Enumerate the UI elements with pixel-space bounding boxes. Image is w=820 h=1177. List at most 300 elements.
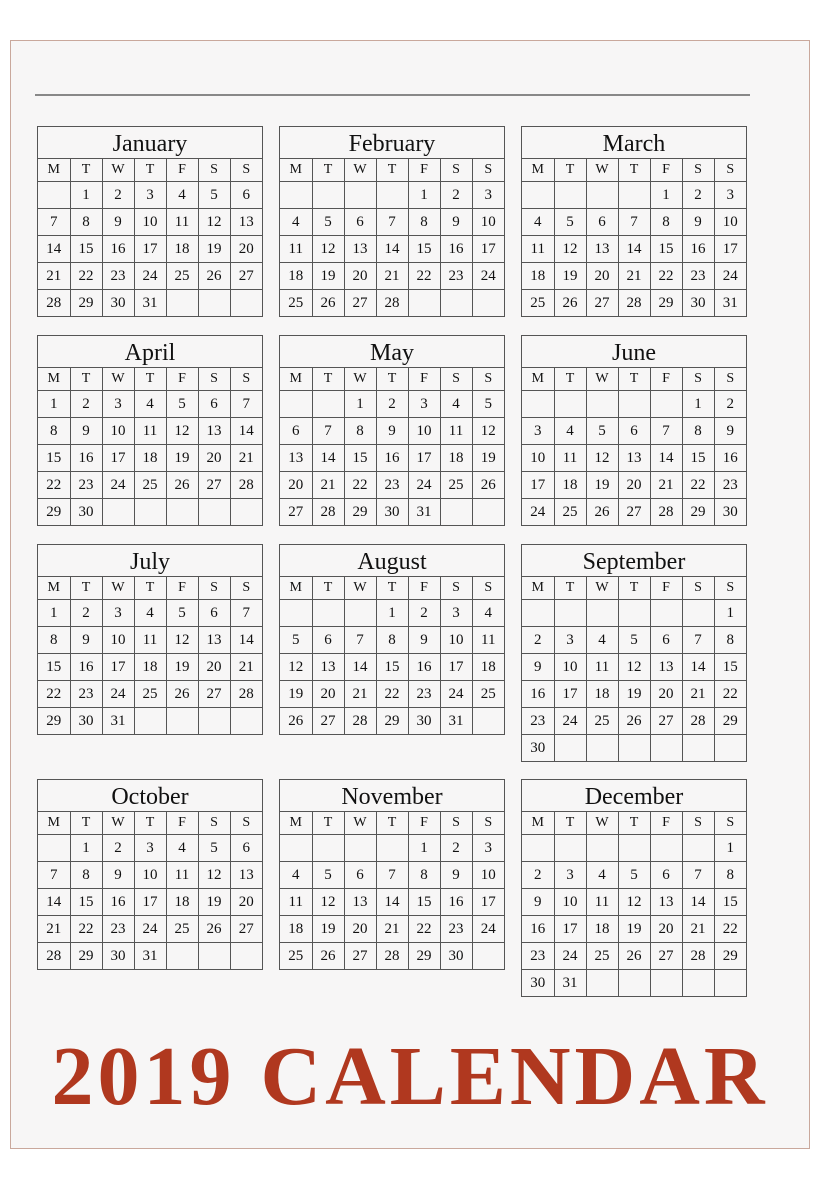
day-cell: 30 — [70, 708, 102, 735]
day-cell: 20 — [344, 916, 376, 943]
day-cell: 10 — [440, 627, 472, 654]
day-cell: 31 — [134, 943, 166, 970]
day-cell: 13 — [650, 654, 682, 681]
day-cell: 5 — [198, 835, 230, 862]
week-row — [38, 889, 262, 916]
day-cell: 28 — [618, 290, 650, 317]
day-cell: 3 — [102, 391, 134, 418]
day-cell: 11 — [166, 209, 198, 236]
day-cell: 29 — [714, 708, 746, 735]
day-cell — [618, 391, 650, 418]
day-cell — [650, 600, 682, 627]
day-cell: 27 — [230, 263, 262, 290]
weekday-header: M — [280, 812, 312, 835]
day-cell: 13 — [280, 445, 312, 472]
week-row — [522, 600, 746, 627]
day-cell: 4 — [166, 182, 198, 209]
day-cell: 28 — [682, 943, 714, 970]
day-cell: 3 — [472, 182, 504, 209]
day-cell: 5 — [280, 627, 312, 654]
day-cell — [554, 182, 586, 209]
day-cell — [280, 182, 312, 209]
day-cell — [522, 391, 554, 418]
day-cell: 6 — [312, 627, 344, 654]
day-cell: 29 — [376, 708, 408, 735]
day-cell: 12 — [198, 862, 230, 889]
day-cell: 12 — [198, 209, 230, 236]
day-cell: 16 — [376, 445, 408, 472]
month-table — [280, 577, 504, 734]
day-cell: 2 — [102, 182, 134, 209]
weekday-header-row — [522, 812, 746, 835]
day-cell: 28 — [376, 943, 408, 970]
day-cell: 9 — [522, 889, 554, 916]
day-cell: 14 — [312, 445, 344, 472]
day-cell: 11 — [586, 654, 618, 681]
day-cell: 14 — [38, 889, 70, 916]
day-cell: 27 — [280, 499, 312, 526]
day-cell: 3 — [102, 600, 134, 627]
day-cell — [472, 943, 504, 970]
month-table — [522, 812, 746, 996]
weekday-header: S — [682, 368, 714, 391]
day-cell — [38, 182, 70, 209]
day-cell: 20 — [280, 472, 312, 499]
day-cell: 5 — [166, 391, 198, 418]
day-cell: 19 — [312, 916, 344, 943]
weekday-header: F — [408, 577, 440, 600]
day-cell — [586, 600, 618, 627]
day-cell — [230, 943, 262, 970]
day-cell: 25 — [166, 263, 198, 290]
day-cell: 28 — [344, 708, 376, 735]
day-cell: 26 — [312, 943, 344, 970]
day-cell: 26 — [554, 290, 586, 317]
day-cell: 24 — [134, 263, 166, 290]
day-cell — [280, 391, 312, 418]
day-cell: 13 — [650, 889, 682, 916]
day-cell — [230, 499, 262, 526]
day-cell: 1 — [714, 600, 746, 627]
day-cell — [618, 735, 650, 762]
day-cell — [554, 600, 586, 627]
day-cell: 13 — [198, 418, 230, 445]
day-cell: 19 — [554, 263, 586, 290]
weekday-header: S — [682, 159, 714, 182]
day-cell: 12 — [312, 236, 344, 263]
day-cell: 5 — [618, 627, 650, 654]
day-cell: 13 — [586, 236, 618, 263]
weekday-header: S — [230, 368, 262, 391]
day-cell: 16 — [408, 654, 440, 681]
day-cell: 8 — [714, 627, 746, 654]
day-cell: 10 — [714, 209, 746, 236]
day-cell — [472, 290, 504, 317]
day-cell: 3 — [134, 835, 166, 862]
day-cell: 20 — [198, 654, 230, 681]
day-cell: 26 — [618, 708, 650, 735]
day-cell: 15 — [70, 236, 102, 263]
day-cell: 19 — [586, 472, 618, 499]
week-row — [280, 499, 504, 526]
month-name: March — [522, 127, 746, 159]
day-cell: 25 — [554, 499, 586, 526]
day-cell: 11 — [472, 627, 504, 654]
day-cell: 15 — [408, 889, 440, 916]
day-cell: 28 — [312, 499, 344, 526]
day-cell: 10 — [554, 654, 586, 681]
day-cell: 21 — [650, 472, 682, 499]
day-cell: 11 — [554, 445, 586, 472]
day-cell — [554, 835, 586, 862]
day-cell: 24 — [408, 472, 440, 499]
header-rule — [35, 94, 750, 96]
day-cell — [586, 735, 618, 762]
month-march — [521, 126, 747, 317]
day-cell: 9 — [714, 418, 746, 445]
week-row — [522, 263, 746, 290]
day-cell: 16 — [522, 681, 554, 708]
day-cell: 18 — [134, 445, 166, 472]
day-cell: 15 — [38, 445, 70, 472]
month-table — [38, 577, 262, 734]
day-cell: 22 — [682, 472, 714, 499]
weekday-header: M — [280, 577, 312, 600]
day-cell — [376, 835, 408, 862]
day-cell: 21 — [312, 472, 344, 499]
day-cell: 25 — [280, 290, 312, 317]
day-cell: 29 — [38, 708, 70, 735]
weekday-header-row — [280, 368, 504, 391]
day-cell: 7 — [38, 862, 70, 889]
day-cell: 7 — [376, 209, 408, 236]
day-cell — [522, 835, 554, 862]
month-june — [521, 335, 747, 526]
day-cell: 22 — [714, 681, 746, 708]
day-cell: 29 — [70, 943, 102, 970]
month-name: February — [280, 127, 504, 159]
day-cell: 27 — [312, 708, 344, 735]
weekday-header: S — [440, 368, 472, 391]
weekday-header-row — [280, 159, 504, 182]
day-cell: 17 — [554, 916, 586, 943]
weekday-header: M — [522, 812, 554, 835]
week-row — [522, 391, 746, 418]
day-cell — [280, 600, 312, 627]
week-row — [522, 445, 746, 472]
week-row — [522, 627, 746, 654]
day-cell: 30 — [376, 499, 408, 526]
day-cell: 27 — [230, 916, 262, 943]
calendar-title: 2019 CALENDAR — [51, 1030, 769, 1123]
day-cell — [198, 290, 230, 317]
weekday-header: T — [618, 159, 650, 182]
day-cell: 25 — [166, 916, 198, 943]
day-cell — [586, 970, 618, 997]
day-cell: 14 — [38, 236, 70, 263]
weekday-header: S — [682, 577, 714, 600]
week-row — [280, 889, 504, 916]
week-row — [38, 445, 262, 472]
day-cell — [472, 499, 504, 526]
week-row — [522, 472, 746, 499]
day-cell — [198, 943, 230, 970]
day-cell — [134, 499, 166, 526]
weekday-header: T — [134, 812, 166, 835]
week-row — [522, 916, 746, 943]
week-row — [522, 209, 746, 236]
day-cell: 18 — [166, 236, 198, 263]
day-cell: 8 — [682, 418, 714, 445]
week-row — [38, 472, 262, 499]
day-cell: 1 — [70, 835, 102, 862]
week-row — [38, 263, 262, 290]
day-cell: 15 — [38, 654, 70, 681]
week-row — [280, 627, 504, 654]
day-cell: 18 — [280, 916, 312, 943]
day-cell: 3 — [472, 835, 504, 862]
day-cell: 4 — [166, 835, 198, 862]
day-cell: 4 — [134, 600, 166, 627]
weekday-header: F — [650, 812, 682, 835]
day-cell — [618, 970, 650, 997]
day-cell: 5 — [312, 862, 344, 889]
day-cell: 17 — [472, 889, 504, 916]
weekday-header: T — [618, 368, 650, 391]
day-cell: 18 — [472, 654, 504, 681]
day-cell: 7 — [650, 418, 682, 445]
day-cell: 7 — [376, 862, 408, 889]
day-cell: 16 — [70, 445, 102, 472]
day-cell: 1 — [38, 391, 70, 418]
week-row — [522, 654, 746, 681]
day-cell: 25 — [134, 472, 166, 499]
day-cell — [650, 735, 682, 762]
weekday-header-row — [38, 577, 262, 600]
day-cell: 25 — [586, 943, 618, 970]
day-cell — [586, 182, 618, 209]
weekday-header: T — [312, 368, 344, 391]
day-cell: 29 — [38, 499, 70, 526]
week-row — [280, 418, 504, 445]
day-cell: 28 — [682, 708, 714, 735]
weekday-header-row — [38, 159, 262, 182]
day-cell — [344, 835, 376, 862]
day-cell: 17 — [472, 236, 504, 263]
day-cell: 16 — [70, 654, 102, 681]
day-cell: 20 — [586, 263, 618, 290]
week-row — [38, 862, 262, 889]
day-cell: 11 — [134, 418, 166, 445]
week-row — [38, 708, 262, 735]
week-row — [280, 290, 504, 317]
day-cell: 22 — [408, 263, 440, 290]
weekday-header: F — [166, 159, 198, 182]
day-cell: 28 — [376, 290, 408, 317]
week-row — [38, 236, 262, 263]
weekday-header: W — [344, 159, 376, 182]
month-name: July — [38, 545, 262, 577]
month-july — [37, 544, 263, 735]
day-cell: 18 — [440, 445, 472, 472]
week-row — [522, 970, 746, 997]
weekday-header: T — [70, 812, 102, 835]
day-cell: 12 — [554, 236, 586, 263]
day-cell: 26 — [198, 916, 230, 943]
weekday-header: S — [714, 812, 746, 835]
month-december — [521, 779, 747, 997]
day-cell: 23 — [408, 681, 440, 708]
day-cell: 17 — [714, 236, 746, 263]
month-february — [279, 126, 505, 317]
weekday-header: S — [230, 159, 262, 182]
day-cell: 3 — [554, 862, 586, 889]
weekday-header-row — [522, 368, 746, 391]
week-row — [38, 943, 262, 970]
weekday-header: T — [70, 368, 102, 391]
week-row — [38, 290, 262, 317]
day-cell: 30 — [722, 503, 738, 520]
day-cell: 9 — [408, 627, 440, 654]
day-cell: 6 — [650, 862, 682, 889]
day-cell: 5 — [472, 391, 504, 418]
day-cell: 24 — [522, 499, 554, 526]
day-cell: 18 — [554, 472, 586, 499]
day-cell — [522, 600, 554, 627]
week-row — [38, 600, 262, 627]
day-cell: 17 — [554, 681, 586, 708]
day-cell: 27 — [198, 681, 230, 708]
day-cell: 4 — [472, 600, 504, 627]
weekday-header: W — [586, 368, 618, 391]
weekday-header: T — [554, 368, 586, 391]
day-cell: 10 — [472, 862, 504, 889]
day-cell: 28 — [230, 681, 262, 708]
week-row — [280, 445, 504, 472]
day-cell: 21 — [682, 681, 714, 708]
day-cell — [230, 708, 262, 735]
day-cell: 22 — [344, 472, 376, 499]
day-cell: 6 — [280, 418, 312, 445]
day-cell: 5 — [312, 209, 344, 236]
day-cell: 9 — [70, 418, 102, 445]
day-cell: 29 — [650, 290, 682, 317]
day-cell: 26 — [198, 263, 230, 290]
day-cell — [650, 391, 682, 418]
day-cell — [586, 835, 618, 862]
day-cell: 12 — [280, 654, 312, 681]
day-cell: 13 — [198, 627, 230, 654]
day-cell: 30 — [102, 943, 134, 970]
day-cell: 5 — [554, 209, 586, 236]
day-cell: 22 — [408, 916, 440, 943]
day-cell: 26 — [312, 290, 344, 317]
day-cell: 1 — [38, 600, 70, 627]
week-row — [38, 391, 262, 418]
day-cell — [618, 835, 650, 862]
day-cell: 3 — [440, 600, 472, 627]
week-row — [38, 654, 262, 681]
day-cell — [554, 735, 586, 762]
month-name: October — [38, 780, 262, 812]
day-cell: 21 — [618, 263, 650, 290]
day-cell: 17 — [134, 889, 166, 916]
day-cell: 9 — [522, 654, 554, 681]
weekday-header-row — [38, 812, 262, 835]
week-row — [522, 862, 746, 889]
day-cell: 23 — [440, 916, 472, 943]
day-cell: 23 — [682, 263, 714, 290]
day-cell: 6 — [586, 209, 618, 236]
day-cell: 9 — [70, 627, 102, 654]
day-cell: 2 — [376, 391, 408, 418]
week-row — [38, 209, 262, 236]
weekday-header: T — [70, 577, 102, 600]
day-cell — [280, 835, 312, 862]
day-cell: 1 — [650, 182, 682, 209]
weekday-header: S — [440, 577, 472, 600]
day-cell: 12 — [312, 889, 344, 916]
day-cell: 19 — [312, 263, 344, 290]
day-cell: 28 — [650, 499, 682, 526]
day-cell: 15 — [714, 654, 746, 681]
month-september — [521, 544, 747, 762]
day-cell: 20 — [230, 889, 262, 916]
week-row — [38, 182, 262, 209]
month-name: November — [280, 780, 504, 812]
month-april — [37, 335, 263, 526]
weekday-header: W — [586, 812, 618, 835]
weekday-header-row — [38, 368, 262, 391]
day-cell — [586, 391, 618, 418]
weekday-header: W — [586, 159, 618, 182]
weekday-header: S — [472, 368, 504, 391]
month-november — [279, 779, 505, 970]
day-cell: 11 — [280, 889, 312, 916]
day-cell: 6 — [618, 418, 650, 445]
day-cell: 6 — [198, 391, 230, 418]
day-cell: 15 — [650, 236, 682, 263]
day-cell: 31 — [440, 708, 472, 735]
month-name: June — [522, 336, 746, 368]
day-cell: 28 — [230, 472, 262, 499]
week-row — [522, 236, 746, 263]
weekday-header: M — [280, 368, 312, 391]
day-cell: 26 — [618, 943, 650, 970]
day-cell: 20 — [650, 681, 682, 708]
month-table — [522, 577, 746, 761]
day-cell: 19 — [618, 916, 650, 943]
day-cell — [682, 735, 714, 762]
day-cell: 15 — [70, 889, 102, 916]
day-cell: 29 — [682, 499, 714, 526]
day-cell: 4 — [554, 418, 586, 445]
week-row — [280, 943, 504, 970]
day-cell: 20 — [618, 472, 650, 499]
day-cell: 26 — [166, 681, 198, 708]
day-cell — [312, 600, 344, 627]
day-cell — [134, 708, 166, 735]
day-cell: 27 — [344, 943, 376, 970]
weekday-header: S — [440, 159, 472, 182]
day-cell: 25 — [280, 943, 312, 970]
day-cell: 10 — [472, 209, 504, 236]
day-cell: 1 — [344, 391, 376, 418]
day-cell: 13 — [312, 654, 344, 681]
day-cell — [166, 708, 198, 735]
weekday-header: T — [618, 812, 650, 835]
weekday-header-row — [522, 577, 746, 600]
